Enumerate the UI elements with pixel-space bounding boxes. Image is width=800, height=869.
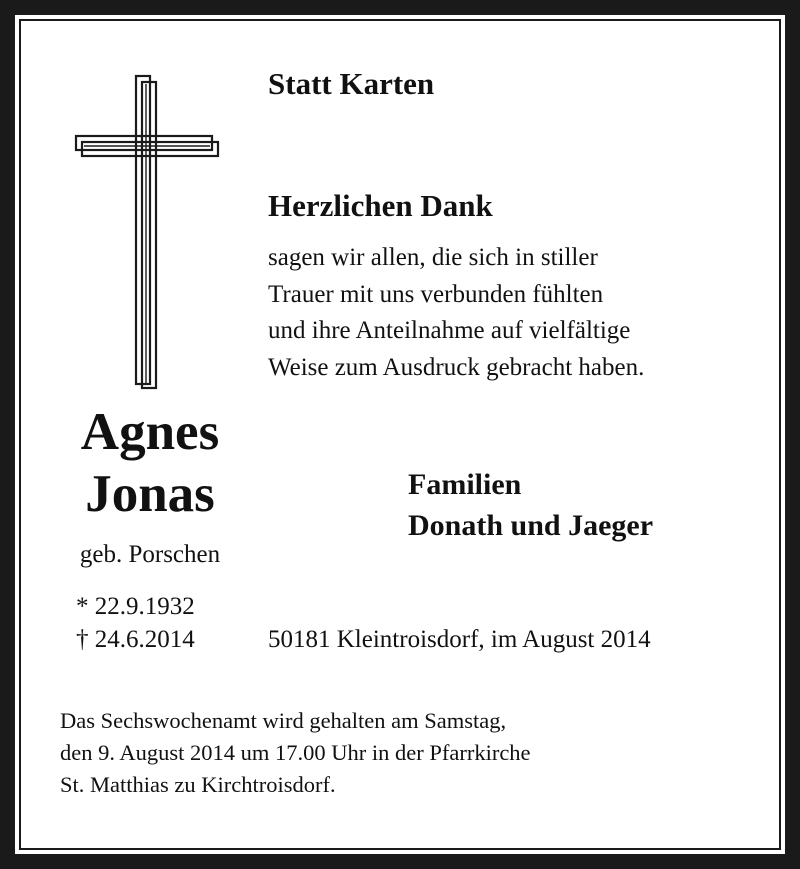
deceased-first-name: Agnes	[80, 403, 220, 461]
announcement-line: den 9. August 2014 um 17.00 Uhr in der Pfarrkirche	[60, 740, 531, 765]
families-line: Donath und Jaeger	[408, 509, 654, 542]
thanks-message	[268, 240, 644, 386]
heading-statt-karten: Statt Karten	[268, 66, 435, 101]
birth-date: * 22.9.1932	[76, 593, 195, 620]
thanks-line: Trauer mit uns verbunden fühlten	[268, 280, 604, 308]
thanks-line: Weise zum Ausdruck gebracht haben.	[268, 353, 645, 381]
cross-icon	[70, 72, 225, 392]
place-and-date: 50181 Kleintroisdorf, im August 2014	[268, 626, 651, 653]
deceased-last-name: Jonas	[85, 465, 215, 523]
deceased-maiden-name: geb. Porschen	[79, 541, 221, 568]
families-line: Familien	[408, 468, 522, 501]
death-date: † 24.6.2014	[76, 626, 195, 653]
families-signature	[408, 464, 653, 546]
announcement-line: Das Sechswochenamt wird gehalten am Samstag,	[60, 708, 507, 733]
mass-announcement	[60, 705, 531, 801]
thanks-line: und ihre Anteilnahme auf vielfältige	[268, 317, 631, 344]
heading-thanks: Herzlichen Dank	[268, 188, 493, 223]
announcement-line: St. Matthias zu Kirchtroisdorf.	[60, 772, 336, 797]
thanks-line: sagen wir allen, die sich in stiller	[268, 244, 598, 271]
